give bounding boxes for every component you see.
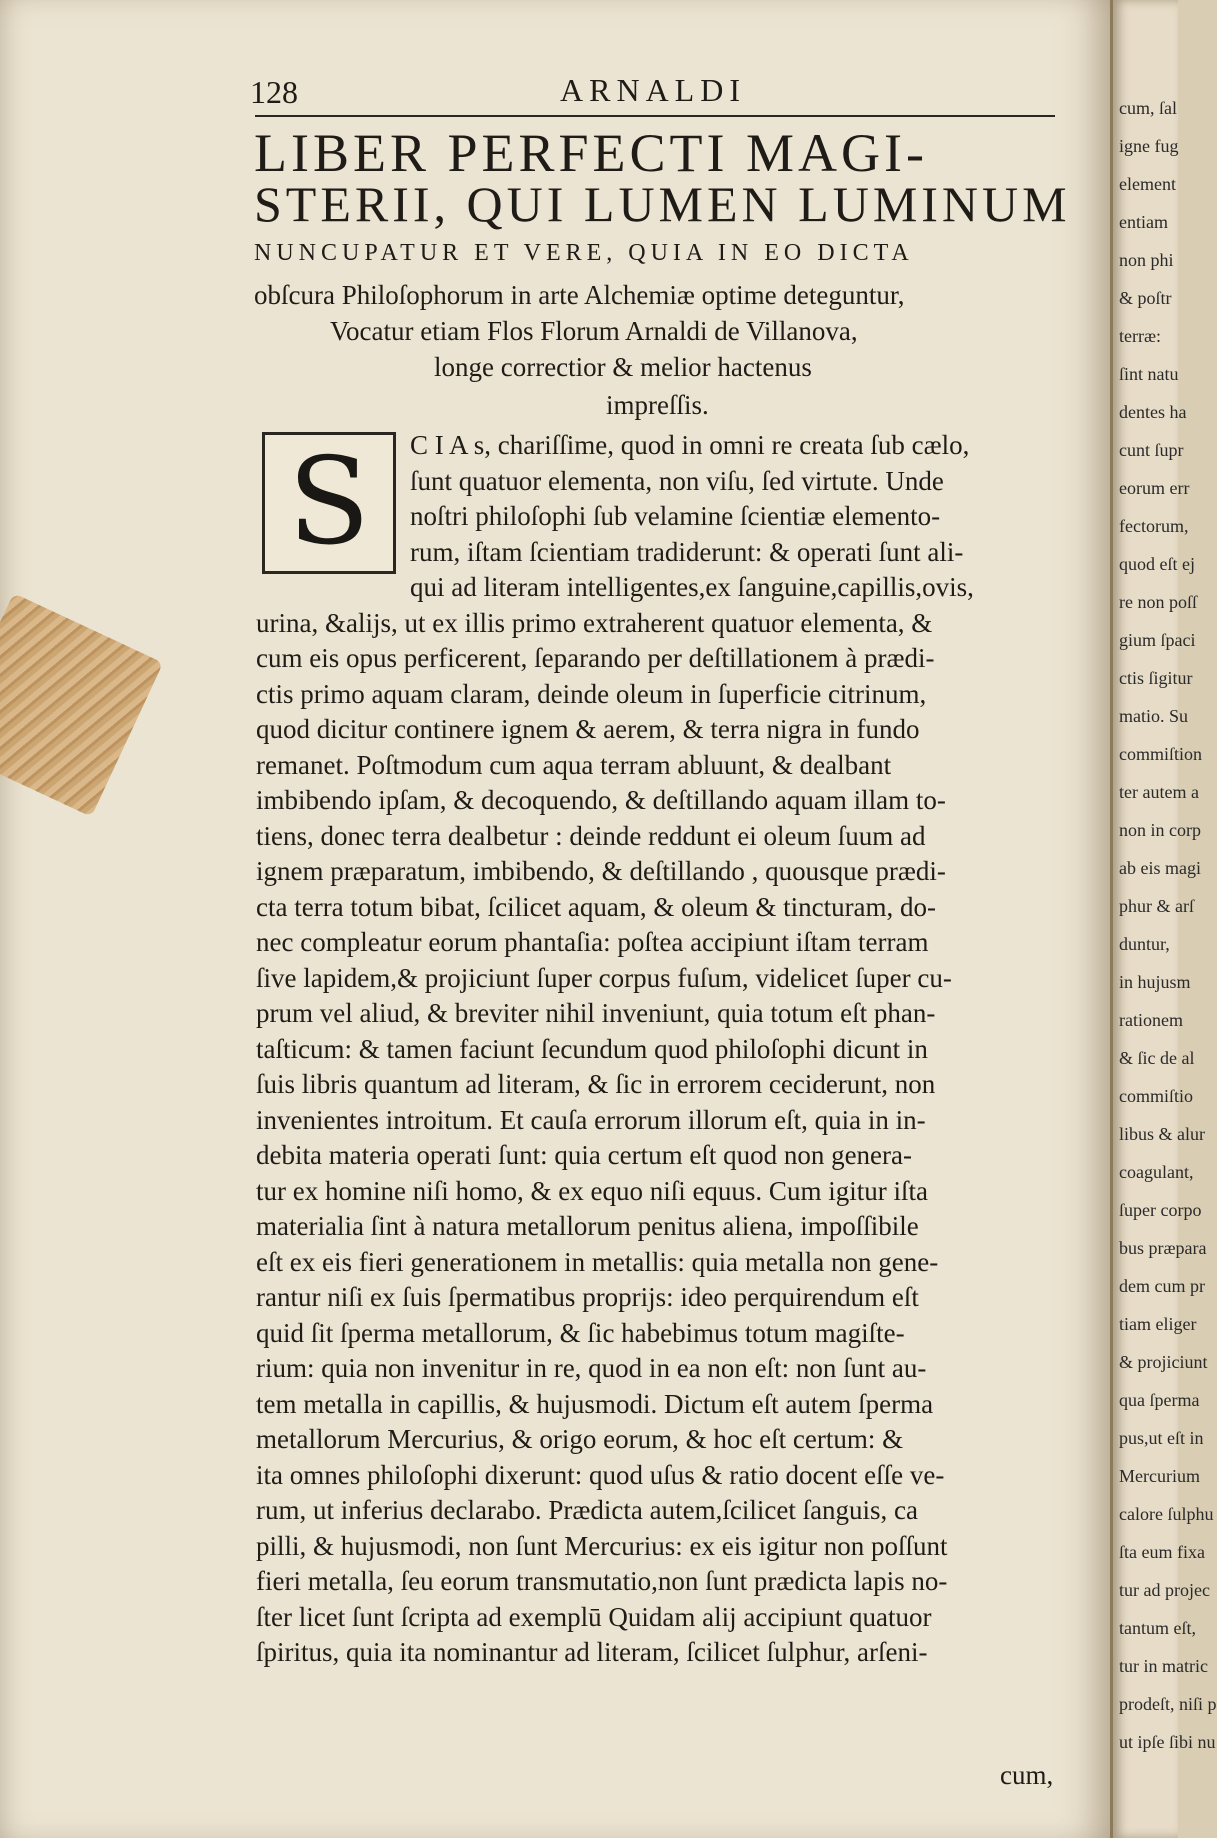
body-line: remanet. Poſtmodum cum aqua terram abluunt, & dealbant — [256, 749, 892, 780]
adjacent-page-fragment: & poſtr — [1119, 288, 1172, 308]
page-number: 128 — [250, 74, 298, 110]
body-line: fieri metalla, ſeu eorum transmutatio,non ſunt prædicta lapis no- — [256, 1566, 948, 1596]
adjacent-page-fragment: ctis ſigitur — [1119, 668, 1193, 688]
adjacent-page-fragment: igne fug — [1119, 136, 1179, 156]
adjacent-page-fragment: calore ſulphu — [1119, 1504, 1214, 1524]
adjacent-page-fragment: eorum err — [1119, 478, 1190, 498]
title-line-7: impreſſis. — [606, 390, 709, 420]
adjacent-page-fragment: coagulant, — [1119, 1162, 1194, 1182]
body-line: tiens, donec terra dealbetur : deinde reddunt ei oleum ſuum ad — [256, 820, 926, 851]
adjacent-page-fragment: qua ſperma — [1119, 1390, 1200, 1410]
body-line: quid ſit ſperma metallorum, & ſic habebimus totum magiſte- — [256, 1317, 905, 1348]
adjacent-page-fragment: cum, ſal — [1119, 98, 1177, 118]
adjacent-page-fragment: ter autem a — [1119, 782, 1199, 802]
adjacent-page-fragment: terræ: — [1119, 326, 1161, 346]
title-line-2: STERII, QUI LUMEN LUMINUM — [254, 176, 1071, 232]
adjacent-page-fragment: & projiciunt — [1119, 1352, 1208, 1372]
adjacent-page-fragment: bus præpara — [1119, 1238, 1207, 1258]
wooden-bookmark — [0, 593, 163, 817]
header-rule — [255, 115, 1055, 117]
adjacent-page-fragment: ut ipſe ſibi nu — [1119, 1732, 1216, 1752]
adjacent-page-fragment: dem cum pr — [1119, 1276, 1205, 1296]
adjacent-page-fragment: non in corp — [1119, 820, 1201, 840]
adjacent-page-fragment: ſuper corpo — [1119, 1200, 1202, 1220]
body-line: qui ad literam intelligentes,ex ſanguine,capillis,ovis, — [410, 572, 974, 602]
adjacent-page-fragment: phur & arſ — [1119, 896, 1194, 916]
body-line: tem metalla in capillis, & hujusmodi. Dictum eſt autem ſperma — [256, 1388, 934, 1419]
adjacent-page-fragment: entiam — [1119, 212, 1168, 232]
adjacent-page-fragment: ſint natu — [1119, 364, 1179, 384]
body-line: rum, iſtam ſcientiam tradiderunt: & operati ſunt ali- — [410, 536, 964, 567]
catchword: cum, — [1000, 1760, 1054, 1790]
adjacent-page-fragment: element — [1119, 174, 1176, 194]
body-line: ignem præparatum, imbibendo, & deſtillando , quousque prædi- — [256, 856, 946, 886]
body-line: rantur niſi ex ſuis ſpermatibus proprijs: ideo perquirendum eſt — [256, 1282, 919, 1312]
body-line: ſive lapidem,& projiciunt ſuper corpus fuſum, videlicet ſuper cu- — [256, 962, 952, 993]
body-line: tur ex homine niſi homo, & ex equo niſi equus. Cum igitur iſta — [256, 1175, 928, 1206]
adjacent-page-fragment: rationem — [1119, 1010, 1183, 1030]
title-line-3: NUNCUPATUR ET VERE, QUIA IN EO DICTA — [254, 240, 914, 266]
title-line-5: Vocatur etiam Flos Florum Arnaldi de Villanova, — [330, 316, 858, 346]
body-line: pilli, & hujusmodi, non ſunt Mercurius: ex eis igitur non poſſunt — [256, 1530, 948, 1561]
title-line-1: LIBER PERFECTI MAGI- — [254, 123, 928, 183]
body-line: nec compleatur eorum phantaſia: poſtea accipiunt iſtam terram — [256, 927, 929, 957]
body-line: ſpiritus, quia ita nominantur ad literam, ſcilicet ſulphur, arſeni- — [256, 1637, 928, 1667]
adjacent-page-fragment: prodeſt, niſi p — [1119, 1694, 1217, 1714]
body-line: imbibendo ipſam, & decoquendo, & deſtillando aquam illam to- — [256, 785, 946, 815]
adjacent-page-fragment: ab eis magi — [1119, 858, 1201, 878]
adjacent-page-fragment: fectorum, — [1119, 516, 1189, 536]
adjacent-page-fragment: Mercurium — [1119, 1466, 1200, 1486]
adjacent-page-fragment: & ſic de al — [1119, 1048, 1195, 1068]
body-line: ſunt quatuor elementa, non viſu, ſed virtute. Unde — [410, 465, 944, 496]
adjacent-page-fragment: commiſtio — [1119, 1086, 1193, 1106]
initial-letter: S — [287, 433, 371, 572]
body-line: noſtri philoſophi ſub velamine ſcientiæ elemento- — [410, 501, 941, 531]
body-line: cta terra totum bibat, ſcilicet aquam, & oleum & tincturam, do- — [256, 891, 937, 922]
adjacent-page-fragment: dentes ha — [1119, 402, 1187, 422]
body-line: prum vel aliud, & breviter nihil inveniunt, quia totum eſt phan- — [256, 998, 936, 1028]
adjacent-page-fragment: pus,ut eſt in — [1119, 1428, 1204, 1448]
adjacent-page-fragment: tiam eliger — [1119, 1314, 1197, 1334]
title-line-4: obſcura Philoſophorum in arte Alchemiæ optime deteguntur, — [254, 280, 905, 310]
adjacent-page-fragment: non phi — [1119, 250, 1174, 270]
body-line: ita omnes philoſophi dixerunt: quod uſus & ratio docent eſſe ve- — [256, 1459, 945, 1490]
adjacent-page-fragment: tur ad projec — [1119, 1580, 1210, 1600]
body-line: cum eis opus perficerent, ſeparando per deſtillationem à prædi- — [256, 643, 935, 673]
adjacent-page-fragment: ſta eum fixa — [1119, 1542, 1205, 1562]
body-line: taſticum: & tamen faciunt ſecundum quod philoſophi dicunt in — [256, 1033, 928, 1064]
body-line: ſter licet ſunt ſcripta ad exemplū Quidam alij accipiunt quatuor — [256, 1601, 932, 1632]
body-line: materialia ſint à natura metallorum penitus aliena, impoſſibile — [256, 1211, 919, 1241]
adjacent-page-fragment: tur in matric — [1119, 1656, 1208, 1676]
adjacent-page-fragment: re non poſſ — [1119, 592, 1197, 612]
body-line: invenientes introitum. Et cauſa errorum illorum eſt, quia in in- — [256, 1104, 926, 1135]
decorated-initial — [262, 432, 396, 574]
adjacent-page-fragment: quod eſt ej — [1119, 554, 1195, 574]
adjacent-page-fragment: in hujusm — [1119, 972, 1191, 992]
body-line: ſuis libris quantum ad literam, & ſic in errorem ceciderunt, non — [256, 1069, 936, 1099]
body-line: C I A s, chariſſime, quod in omni re creata ſub cælo, — [410, 430, 970, 460]
body-line: ctis primo aquam claram, deinde oleum in ſuperficie citrinum, — [256, 678, 927, 709]
body-line: urina, &alijs, ut ex illis primo extraherent quatuor elementa, & — [256, 607, 933, 638]
body-line: eſt ex eis fieri generationem in metallis: quia metalla non gene- — [256, 1246, 939, 1277]
title-line-6: longe correctior & melior hactenus — [434, 352, 812, 382]
adjacent-page-fragment: cunt ſupr — [1119, 440, 1184, 460]
adjacent-page-fragment: matio. Su — [1119, 706, 1189, 726]
body-line: quod dicitur continere ignem & aerem, & terra nigra in fundo — [256, 714, 920, 744]
adjacent-page-edge — [1110, 0, 1217, 1838]
adjacent-page-fragment: gium ſpaci — [1119, 630, 1196, 650]
body-line: rum, ut inferius declarabo. Prædicta autem,ſcilicet ſanguis, ca — [256, 1495, 919, 1525]
body-line: debita materia operati ſunt: quia certum eſt quod non genera- — [256, 1140, 913, 1170]
body-line: rium: quia non invenitur in re, quod in ea non eſt: non ſunt au- — [256, 1353, 927, 1383]
adjacent-page-fragment: commiſtion — [1119, 744, 1202, 764]
body-line: metallorum Mercurius, & origo eorum, & hoc eſt certum: & — [256, 1424, 904, 1454]
adjacent-page-fragment: libus & alur — [1119, 1124, 1205, 1144]
adjacent-page-fragment: tantum eſt, — [1119, 1618, 1196, 1638]
adjacent-page-fragment: duntur, — [1119, 934, 1170, 954]
running-head: ARNALDI — [560, 72, 746, 108]
